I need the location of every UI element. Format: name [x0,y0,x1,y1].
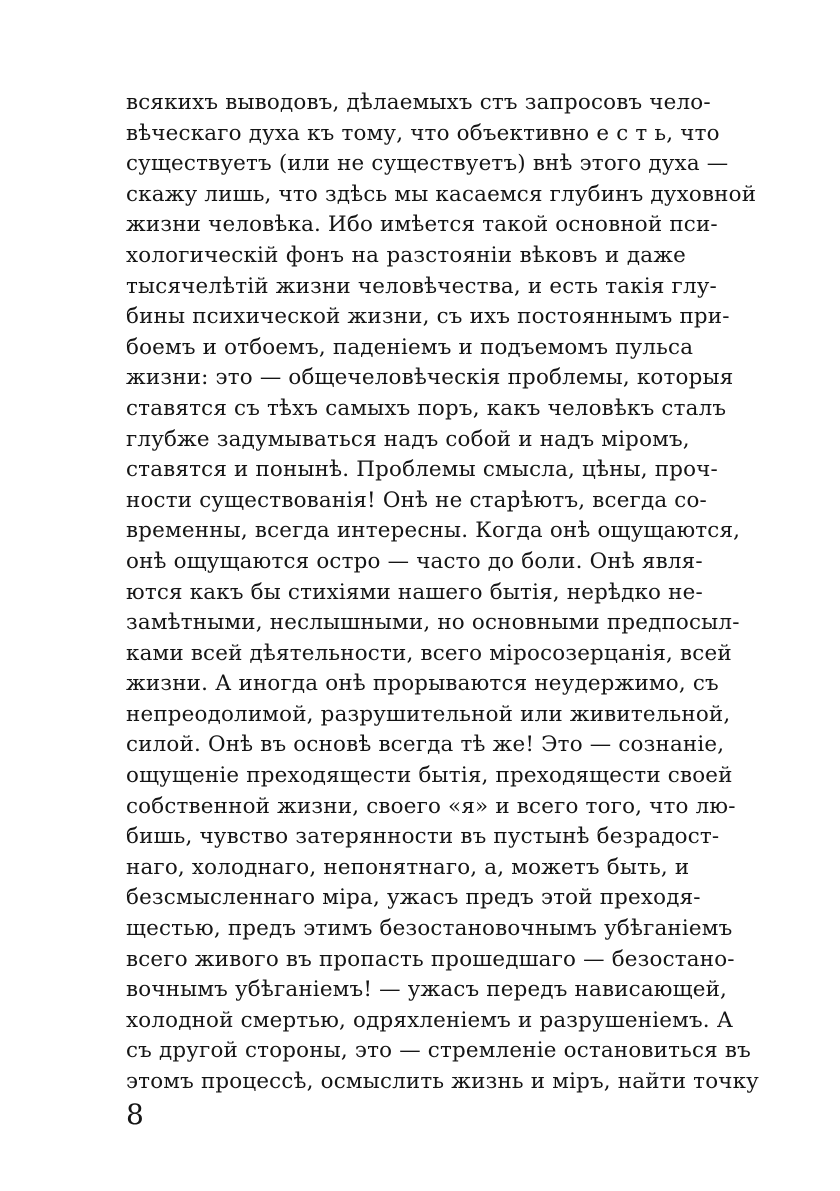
text-line: собственной жизни, своего «я» и всего того, что лю- [126,793,736,819]
text-line: боемъ и отбоемъ, паденіемъ и подъемомъ пульса [126,334,694,360]
text-line: существуетъ (или не существуетъ) внѣ этого духа — [126,151,729,177]
text-line: щестью, предъ этимъ безостановочнымъ убѣганіемъ [126,916,733,942]
text-line: непреодолимой, разрушительной или живительной, [126,701,731,727]
text-line: скажу лишь, что здѣсь мы касаемся глубинъ духовной [126,181,757,207]
text-line: онѣ ощущаются остро — часто до боли. Онѣ явля- [126,548,703,574]
text-line: холодной смертью, одряхленіемъ и разрушеніемъ. А [126,1007,734,1033]
text-line: всякихъ выводовъ, дѣлаемыхъ стъ запросовъ чело- [126,90,711,115]
text-line: ощущеніе преходящести бытія, преходящести своей [126,763,733,789]
text-line: ности существованія! Онѣ не старѣютъ, всегда со- [126,487,707,513]
text-line: бишь, чувство затерянности въ пустынѣ безрадост- [126,824,720,850]
text-line: ются какъ бы стихіями нашего бытія, нерѣдко не- [126,579,703,605]
text-line: безсмысленнаго міра, ужасъ предъ этой преходя- [126,885,701,911]
text-line: бины психической жизни, съ ихъ постояннымъ при- [126,304,730,330]
text-line: тысячелѣтій жизни человѣчества, и есть такія глу- [126,273,717,299]
text-line: всего живого въ пропасть прошедшаго — безостано- [126,946,735,972]
text-line: жизни человѣка. Ибо имѣется такой основной пси- [126,212,718,238]
text-line: глубже задумываться надъ собой и надъ міромъ, [126,426,690,452]
text-line: вѣческаго духа къ тому, что объективно е с т ь, что [126,120,720,146]
text-line: замѣтными, неслышными, но основными предпосыл- [126,610,740,636]
text-line: ставятся съ тѣхъ самыхъ поръ, какъ человѣкъ сталъ [126,395,727,421]
text-line: жизни: это — общечеловѣческія проблемы, которыя [126,365,734,391]
text-line: съ другой стороны, это — стремленіе остановиться въ [126,1038,751,1064]
page-number: 8 [126,1098,144,1131]
text-line: жизни. А иногда онѣ прорываются неудержимо, съ [126,671,719,697]
text-line: ками всей дѣятельности, всего міросозерцанія, всей [126,640,732,666]
text-line: силой. Онѣ въ основѣ всегда тѣ же! Это — сознаніе, [126,732,725,758]
text-line: хологическій фонъ на разстояніи вѣковъ и даже [126,242,686,268]
text-line: вочнымъ убѣганіемъ! — ужасъ передъ нависающей, [126,977,728,1003]
text-line: временны, всегда интересны. Когда онѣ ощущаются, [126,518,741,544]
body-text [126,88,759,1098]
text-line: этомъ процессѣ, осмыслить жизнь и міръ, найти точку [126,1069,759,1094]
text-line: ставятся и понынѣ. Проблемы смысла, цѣны, проч- [126,457,718,483]
text-line: наго, холоднаго, непонятнаго, а, можетъ быть, и [126,854,690,880]
